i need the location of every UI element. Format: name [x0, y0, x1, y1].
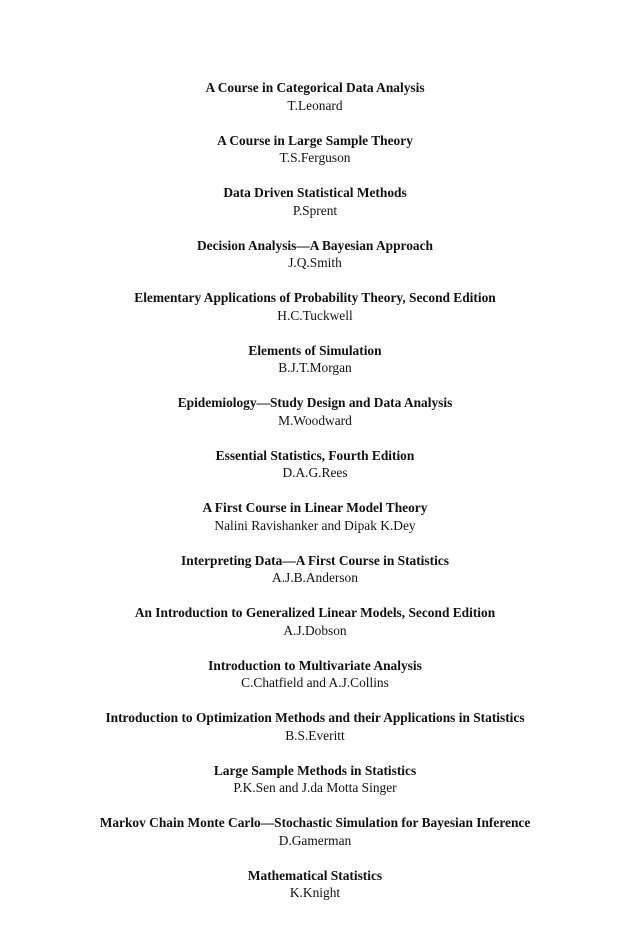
book-entry	[0, 604, 630, 657]
book-author: Nalini Ravishanker and Dipak K.Dey	[214, 517, 416, 533]
book-title: Elementary Applications of Probability Theory, Second Edition	[134, 290, 496, 305]
book-entry	[0, 132, 630, 185]
book-author: P.Sprent	[292, 202, 338, 218]
book-entry	[0, 447, 630, 500]
book-list	[0, 79, 630, 919]
book-title: Essential Statistics, Fourth Edition	[215, 447, 415, 463]
book-title: Large Sample Methods in Statistics	[213, 762, 417, 778]
book-author: A.J.Dobson	[283, 622, 347, 638]
book-author: D.Gamerman	[278, 832, 352, 848]
book-author: T.Leonard	[287, 97, 343, 113]
book-title: Data Driven Statistical Methods	[223, 185, 407, 200]
book-title: Epidemiology—Study Design and Data Analysis	[177, 395, 453, 410]
book-title: A Course in Categorical Data Analysis	[205, 80, 425, 95]
book-title: Interpreting Data—A First Course in Statistics	[181, 552, 449, 568]
book-entry	[0, 499, 630, 552]
book-author: M.Woodward	[278, 412, 352, 428]
book-entry	[0, 657, 630, 710]
book-title: Introduction to Multivariate Analysis	[208, 657, 422, 673]
book-author: J.Q.Smith	[288, 255, 342, 270]
book-title: Decision Analysis—A Bayesian Approach	[197, 237, 433, 253]
book-author: B.S.Everitt	[285, 727, 345, 743]
book-entry	[0, 394, 630, 447]
book-author: C.Chatfield and A.J.Collins	[241, 675, 389, 690]
book-title: Introduction to Optimization Methods and their Applications in Statistics	[105, 710, 525, 725]
book-author: T.S.Ferguson	[279, 150, 351, 165]
book-title: An Introduction to Generalized Linear Models, Second Edition	[134, 605, 496, 620]
book-entry	[0, 814, 630, 867]
book-entry	[0, 342, 630, 395]
book-entry	[0, 709, 630, 762]
book-author: D.A.G.Rees	[282, 465, 348, 480]
book-title: Mathematical Statistics	[247, 867, 383, 883]
book-title: A Course in Large Sample Theory	[217, 132, 413, 148]
book-entry	[0, 184, 630, 237]
book-entry	[0, 867, 630, 920]
book-title: Elements of Simulation	[248, 342, 382, 358]
book-entry	[0, 237, 630, 290]
book-entry	[0, 762, 630, 815]
book-entry	[0, 79, 630, 132]
book-title: A First Course in Linear Model Theory	[202, 500, 428, 515]
book-author: A.J.B.Anderson	[272, 570, 358, 585]
book-author: B.J.T.Morgan	[278, 360, 352, 375]
book-author: H.C.Tuckwell	[277, 307, 353, 323]
book-entry	[0, 289, 630, 342]
book-author: P.K.Sen and J.da Motta Singer	[233, 780, 397, 795]
book-entry	[0, 552, 630, 605]
book-title: Markov Chain Monte Carlo—Stochastic Simulation for Bayesian Inference	[99, 815, 531, 830]
book-author: K.Knight	[289, 885, 341, 900]
